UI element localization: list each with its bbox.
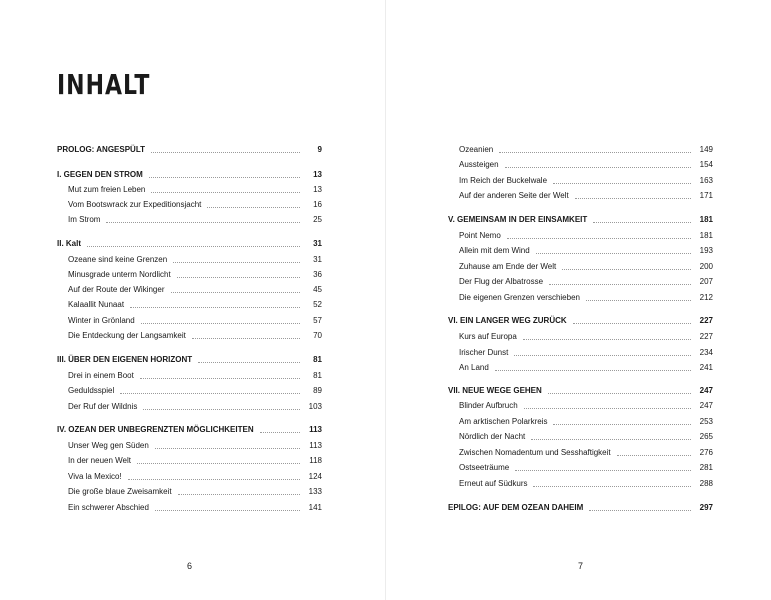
toc-entry-page: 118 — [309, 456, 322, 465]
toc-entry — [57, 351, 322, 365]
toc-entry — [448, 227, 713, 241]
dot-leader — [149, 177, 300, 178]
toc-entry-page: 141 — [308, 503, 322, 512]
dot-leader — [198, 362, 300, 363]
toc-entry — [57, 398, 322, 412]
dot-leader — [260, 432, 300, 433]
toc-entry-label: Kurs auf Europa — [459, 332, 517, 341]
dot-leader — [151, 192, 300, 193]
toc-entry-page: 163 — [699, 176, 713, 185]
toc-entry — [57, 141, 322, 155]
toc-entry-page: 133 — [308, 487, 322, 496]
toc-entry-page: 31 — [313, 255, 322, 264]
dot-leader — [536, 253, 691, 254]
dot-leader — [573, 323, 691, 324]
dot-leader — [106, 222, 300, 223]
dot-leader — [143, 409, 300, 410]
toc-entry — [448, 428, 713, 442]
dot-leader — [523, 339, 691, 340]
toc-entry — [448, 156, 713, 170]
toc-entry-page: 297 — [699, 503, 713, 512]
toc-entry — [57, 312, 322, 326]
dot-leader — [178, 494, 300, 495]
toc-entry-label: III. ÜBER DEN EIGENEN HORIZONT — [57, 355, 193, 364]
toc-entry — [57, 181, 322, 195]
toc-entry-label: Unser Weg gen Süden — [68, 441, 149, 450]
toc-entry-page: 36 — [313, 270, 322, 279]
toc-entry — [57, 468, 322, 482]
dot-leader — [548, 393, 691, 394]
toc-entry — [448, 273, 713, 287]
toc-entry-page: 212 — [699, 293, 713, 302]
toc-entry-page: 103 — [308, 402, 322, 411]
toc-entry-label: An Land — [459, 363, 489, 372]
toc-entry-label: Der Ruf der Wildnis — [68, 402, 138, 411]
toc-entry-page: 241 — [699, 363, 713, 372]
page-number-left: 6 — [187, 561, 193, 571]
toc-entry — [57, 235, 322, 249]
dot-leader — [549, 284, 691, 285]
toc-entry-page: 200 — [699, 262, 713, 271]
dot-leader — [207, 207, 300, 208]
toc-entry-label: Im Strom — [68, 215, 101, 224]
toc-entry-label: Auf der anderen Seite der Welt — [459, 191, 569, 200]
toc-entry-label: Minusgrade unterm Nordlicht — [68, 270, 171, 279]
toc-entry-label: VII. NEUE WEGE GEHEN — [448, 386, 542, 395]
toc-entry — [448, 499, 713, 513]
toc-entry — [57, 251, 322, 265]
toc-entry-label: Ozeanien — [459, 145, 494, 154]
toc-entry-label: VI. EIN LANGER WEG ZURÜCK — [448, 316, 567, 325]
toc-entry-label: Zwischen Nomadentum und Sesshaftigkeit — [459, 448, 611, 457]
toc-entry-page: 45 — [313, 285, 322, 294]
toc-entry — [448, 397, 713, 411]
toc-entry-page: 25 — [313, 215, 322, 224]
dot-leader — [192, 338, 300, 339]
toc-entry-label: Blinder Aufbruch — [459, 401, 518, 410]
toc-entry — [448, 328, 713, 342]
toc-entry — [57, 382, 322, 396]
toc-entry — [57, 367, 322, 381]
toc-entry-page: 247 — [699, 386, 713, 395]
toc-entry-label: Aussteigen — [459, 160, 499, 169]
toc-entry — [448, 187, 713, 201]
toc-entry-label: Kalaallit Nunaat — [68, 300, 125, 309]
toc-entry — [57, 327, 322, 341]
dot-leader — [141, 323, 300, 324]
dot-leader — [553, 183, 691, 184]
toc-entry — [57, 452, 322, 466]
toc-entry-page: 154 — [699, 160, 713, 169]
toc-entry — [448, 413, 713, 427]
toc-entry-page: 13 — [313, 185, 322, 194]
dot-leader — [171, 292, 301, 293]
toc-entry-page: 149 — [699, 145, 713, 154]
toc-entry-page: 57 — [313, 316, 322, 325]
toc-entry-page: 89 — [313, 386, 322, 395]
toc-entry — [448, 211, 713, 225]
toc-entry-page: 207 — [699, 277, 713, 286]
toc-entry-label: Mut zum freien Leben — [68, 185, 146, 194]
toc-entry-label: Allein mit dem Wind — [459, 246, 530, 255]
toc-entry — [57, 296, 322, 310]
toc-entry-page: 113 — [309, 441, 322, 450]
toc-entry-page: 13 — [313, 170, 322, 179]
toc-entry — [57, 281, 322, 295]
dot-leader — [586, 300, 691, 301]
dot-leader — [515, 470, 691, 471]
toc-entry-label: Nördlich der Nacht — [459, 432, 526, 441]
toc-entry — [448, 382, 713, 396]
dot-leader — [593, 222, 691, 223]
toc-entry — [57, 499, 322, 513]
dot-leader — [514, 355, 691, 356]
toc-entry-label: PROLOG: ANGESPÜLT — [57, 145, 145, 154]
toc-entry — [448, 172, 713, 186]
toc-entry-label: Drei in einem Boot — [68, 371, 134, 380]
toc-entry-label: Der Flug der Albatrosse — [459, 277, 544, 286]
toc-entry-label: Die Entdeckung der Langsamkeit — [68, 331, 186, 340]
toc-entry-label: Point Nemo — [459, 231, 501, 240]
toc-entry-page: 181 — [699, 215, 713, 224]
dot-leader — [130, 307, 300, 308]
dot-leader — [505, 167, 691, 168]
dot-leader — [499, 152, 691, 153]
toc-entry — [448, 258, 713, 272]
toc-entry — [448, 242, 713, 256]
page-number-right: 7 — [578, 561, 584, 571]
dot-leader — [524, 408, 691, 409]
toc-entry — [448, 312, 713, 326]
toc-entry-label: II. Kalt — [57, 239, 82, 248]
toc-entry-page: 288 — [699, 479, 713, 488]
toc-entry — [57, 421, 322, 435]
toc-entry — [448, 141, 713, 155]
toc-entry-page: 276 — [699, 448, 713, 457]
toc-entry — [57, 166, 322, 180]
toc-entry-label: Auf der Route der Wikinger — [68, 285, 165, 294]
dot-leader — [155, 510, 300, 511]
toc-entry-label: Erneut auf Südkurs — [459, 479, 528, 488]
dot-leader — [128, 479, 300, 480]
toc-entry-label: EPILOG: AUF DEM OZEAN DAHEIM — [448, 503, 584, 512]
dot-leader — [137, 463, 300, 464]
dot-leader — [589, 510, 691, 511]
toc-entry-page: 52 — [313, 300, 322, 309]
toc-entry-page: 265 — [699, 432, 713, 441]
dot-leader — [140, 378, 300, 379]
toc-entry-label: Geduldsspiel — [68, 386, 115, 395]
dot-leader — [533, 486, 691, 487]
dot-leader — [531, 439, 691, 440]
toc-entry-page: 70 — [313, 331, 322, 340]
toc-entry-page: 124 — [308, 472, 322, 481]
toc-entry-label: I. GEGEN DEN STROM — [57, 170, 143, 179]
toc-entry — [448, 444, 713, 458]
toc-entry — [448, 475, 713, 489]
toc-entry-page: 171 — [699, 191, 713, 200]
toc-entry-page: 9 — [317, 145, 322, 154]
toc-entry-label: Ostseeträume — [459, 463, 510, 472]
toc-entry-page: 234 — [699, 348, 713, 357]
toc-entry-label: Im Reich der Buckelwale — [459, 176, 548, 185]
toc-entry-page: 227 — [699, 332, 713, 341]
left-page — [0, 0, 385, 600]
toc-entry-page: 181 — [699, 231, 713, 240]
toc-entry — [448, 289, 713, 303]
dot-leader — [177, 277, 300, 278]
dot-leader — [495, 370, 691, 371]
toc-entry — [57, 483, 322, 497]
toc-entry-page: 281 — [699, 463, 713, 472]
toc-entry-page: 81 — [313, 355, 322, 364]
toc-entry-page: 247 — [699, 401, 713, 410]
toc-entry-label: Am arktischen Polarkreis — [459, 417, 548, 426]
toc-entry-page: 193 — [699, 246, 713, 255]
toc-entry-page: 31 — [313, 239, 322, 248]
toc-entry-label: IV. OZEAN DER UNBEGRENZTEN MÖGLICHKEITEN — [57, 425, 254, 434]
toc-entry — [448, 359, 713, 373]
toc-entry-label: Irischer Dunst — [459, 348, 509, 357]
toc-entry-label: Viva la Mexico! — [68, 472, 122, 481]
toc-entry-label: Winter in Grönland — [68, 316, 135, 325]
toc-entry-label: Ozeane sind keine Grenzen — [68, 255, 168, 264]
toc-entry-label: Zuhause am Ende der Welt — [459, 262, 557, 271]
toc-entry-label: V. GEMEINSAM IN DER EINSAMKEIT — [448, 215, 588, 224]
dot-leader — [151, 152, 300, 153]
toc-entry — [57, 437, 322, 451]
toc-entry-page: 227 — [699, 316, 713, 325]
toc-entry-page: 113 — [309, 425, 322, 434]
toc-entry-page: 253 — [699, 417, 713, 426]
toc-entry-label: In der neuen Welt — [68, 456, 132, 465]
dot-leader — [173, 262, 300, 263]
toc-entry-page: 81 — [313, 371, 322, 380]
dot-leader — [120, 393, 300, 394]
toc-entry-label: Ein schwerer Abschied — [68, 503, 149, 512]
toc-entry — [57, 211, 322, 225]
dot-leader — [553, 424, 691, 425]
toc-entry — [57, 266, 322, 280]
page-title: INHALT — [57, 70, 151, 102]
toc-entry-label: Die eigenen Grenzen verschieben — [459, 293, 580, 302]
dot-leader — [507, 238, 691, 239]
dot-leader — [575, 198, 691, 199]
dot-leader — [617, 455, 691, 456]
toc-entry — [448, 459, 713, 473]
dot-leader — [562, 269, 691, 270]
toc-entry — [57, 196, 322, 210]
dot-leader — [155, 448, 300, 449]
toc-entry-label: Vom Bootswrack zur Expeditionsjacht — [68, 200, 202, 209]
dot-leader — [87, 246, 300, 247]
toc-entry — [448, 344, 713, 358]
toc-entry-page: 16 — [313, 200, 322, 209]
right-page — [385, 0, 771, 600]
toc-entry-label: Die große blaue Zweisamkeit — [68, 487, 172, 496]
